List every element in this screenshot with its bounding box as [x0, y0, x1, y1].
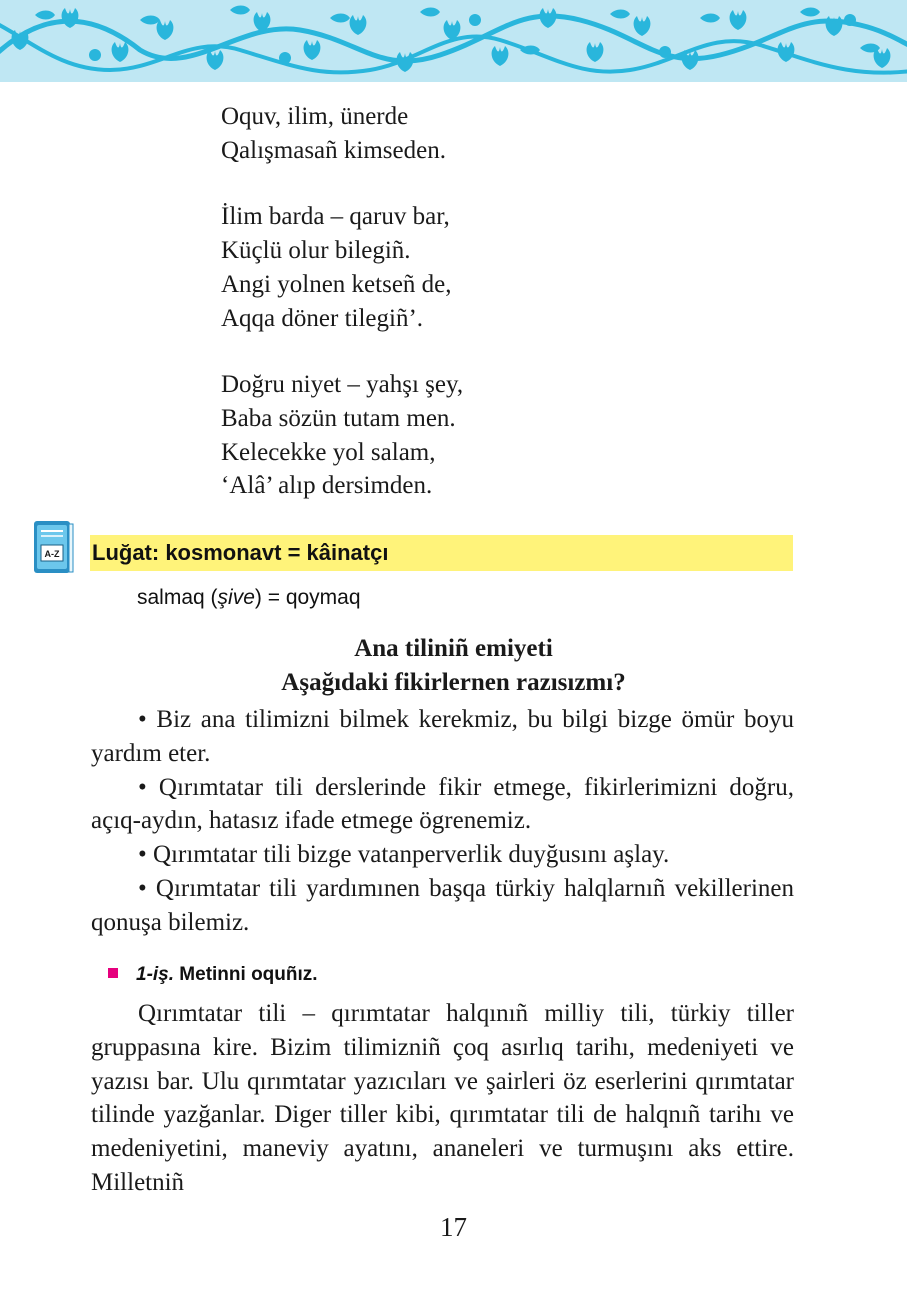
task-number: 1-iş.	[136, 964, 175, 985]
page-number: 17	[440, 1212, 467, 1242]
bullet-item: • Biz ana tilimizni bilmek kerekmiz, bu bilgi bizge ömür boyu yardım eter.	[91, 706, 794, 767]
section-title: Ana tiliniñ emiyeti	[354, 635, 553, 662]
poem-line: Doğru niyet – yahşı şey,	[221, 371, 464, 399]
task-heading	[108, 962, 318, 988]
poem-line: Angi yolnen ketseñ de,	[221, 270, 452, 298]
bullet-item: • Qırımtatar tili yardımınen başqa türkiy halqlarnıñ vekillerinen qonuşa bilemiz.	[91, 874, 794, 936]
main-paragraph	[91, 997, 794, 1200]
poem-stanza-3	[221, 368, 463, 503]
paragraph-text: Qırımtatar tili – qırımtatar halqınıñ milliy tili, türkiy tiller gruppasına kire. Bizim tilimizniñ çoq asırlıq tarihı, medeniyeti ve yazısı bar. Ulu qırımtatar yazıcıları ve şairleri öz eserlerini qırımtatar tilinde yazğanlar. Diger tiller kibi, qırımtatar tili de halqnıñ tarihı ve medeniyetini, maneviy ayatını, ananeleri ve turmuşını aks ettire. Milletniñ	[91, 1000, 794, 1196]
dictionary-icon-label: A-Z	[44, 549, 60, 559]
task-marker-icon	[108, 968, 118, 978]
dictionary-book-icon	[31, 519, 75, 577]
vocabulary-note: şive	[217, 586, 255, 609]
poem-line: Küçlü olur bilegiñ.	[221, 237, 411, 265]
poem-line: Aqqa döner tilegiñ’.	[221, 304, 424, 332]
poem-line: Oquv, ilim, ünerde	[221, 103, 409, 130]
vocabulary-line-1: Luğat: kosmonavt = kâinatçı	[92, 540, 389, 565]
poem-stanza-2	[221, 200, 463, 335]
task-text: Metinni oquñız.	[174, 964, 318, 985]
bullet-item: • Qırımtatar tili bizge vatanperverlik duyğusını aşlay.	[138, 841, 670, 869]
poem-line: Baba sözün tutam men.	[221, 404, 456, 432]
decorative-header-banner	[0, 0, 907, 82]
vocabulary-meaning: ) = qoymaq	[254, 586, 361, 609]
floral-ornament-icon	[0, 0, 907, 82]
poem-stanza-1	[221, 100, 463, 167]
poem	[221, 100, 463, 503]
bullet-item: • Qırımtatar tili derslerinde fikir etmege, fikirlerimizni doğru, açıq-aydın, hatasız ifade etmege ögrenemiz.	[91, 773, 794, 835]
poem-line: Kelecekke yol salam,	[221, 438, 436, 466]
section-subtitle: Aşağıdaki fikirlernen razısızmı?	[281, 669, 626, 696]
poem-line: Qalışmasañ kimseden.	[221, 136, 446, 164]
poem-line: ‘Alâ’ alıp dersimden.	[221, 472, 433, 500]
vocabulary-line-2	[137, 584, 361, 612]
vocabulary-word: salmaq (	[137, 586, 218, 609]
poem-line: İlim barda – qaruv bar,	[221, 203, 450, 231]
vocabulary-highlight	[90, 535, 793, 571]
bullet-list	[91, 703, 794, 940]
